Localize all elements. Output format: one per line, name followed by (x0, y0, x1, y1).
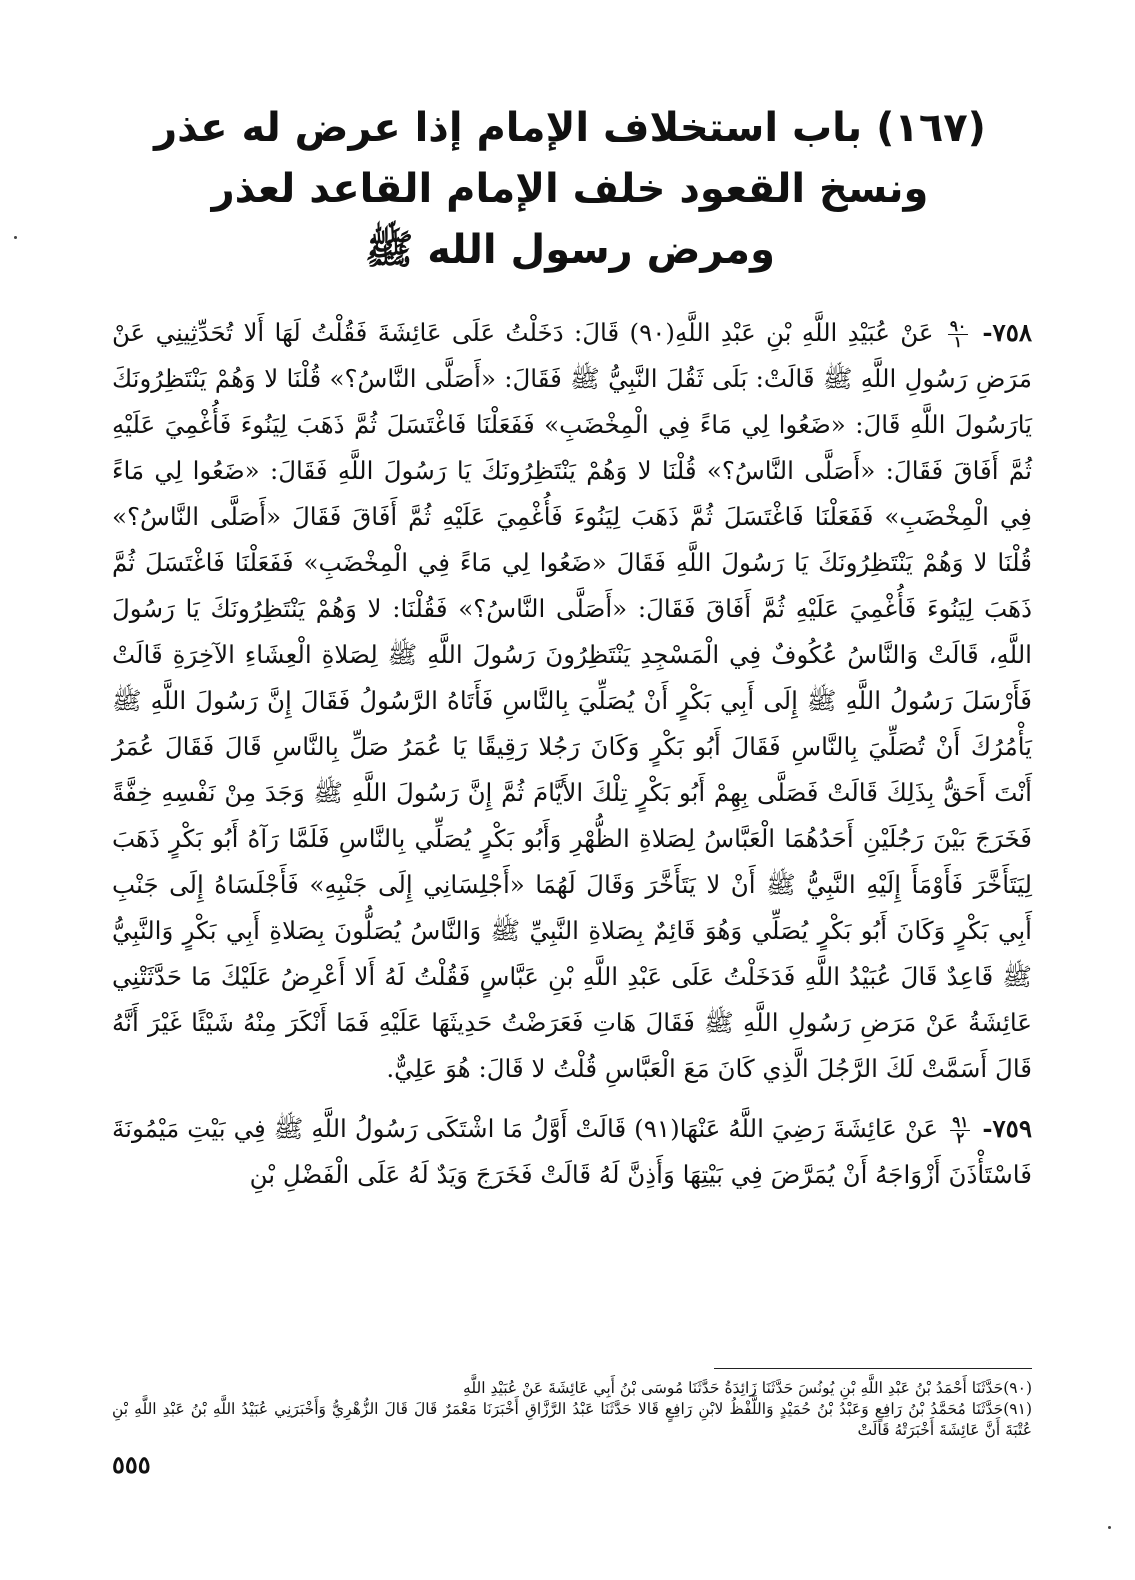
sub-number-top: ٩١ (952, 1113, 969, 1131)
hadith-sub-number (950, 1115, 970, 1146)
chapter-title-line-1: (١٦٧) باب استخلاف الإمام إذا عرض له عذر (154, 105, 986, 151)
hadith-number: ٧٥٨- (982, 318, 1033, 347)
sub-number-bottom: ١ (953, 333, 962, 351)
chapter-title-line-3: ومرض رسول الله ﷺ (365, 227, 775, 273)
footnote-90: (٩٠)حَدَّثَنَا أَحْمَدُ بْنُ عَبْدِ اللَّهِ بْنِ يُونُسَ حَدَّثَنَا زَائِدَةُ حَدَّثَنَا مُوسَى بْنُ أَبِي عَائِشَةَ عَنْ عُبَيْدِ اللَّهِ (463, 1379, 1032, 1397)
hadith-text: عَنْ عَائِشَةَ رَضِيَ اللَّهُ عَنْهَا(٩١) قَالَتْ أَوَّلُ مَا اشْتَكَى رَسُولُ اللَّهِ ﷺ فِي بَيْتِ مَيْمُونَةَ فَاسْتَأْذَنَ أَزْوَاجَهُ أَنْ يُمَرَّضَ فِي بَيْتِهَا وَأَذِنَّ لَهُ قَالَتْ فَخَرَجَ وَيَدٌ لَهُ عَلَى الْفَضْلِ بْنِ (112, 1114, 1032, 1189)
scan-speck (14, 236, 17, 239)
hadith-number: ٧٥٩- (982, 1114, 1032, 1143)
sub-number-bottom: ٢ (956, 1129, 965, 1147)
hadith-759 (112, 1106, 1032, 1198)
footnote-separator (714, 1368, 1032, 1369)
chapter-title-line-2: ونسخ القعود خلف الإمام القاعد لعذر (211, 166, 929, 212)
page-number: ٥٥٥ (112, 1450, 151, 1479)
scan-speck (1108, 1526, 1111, 1529)
hadith-sub-number (948, 319, 968, 350)
chapter-heading (150, 98, 990, 281)
footnote-91: (٩١)حَدَّثَنَا مُحَمَّدُ بْنُ رَافِعٍ وَعَبْدُ بْنُ حُمَيْدٍ وَاللَّفْظُ لابْنِ رَافِعٍ قَالا حَدَّثَنَا عَبْدُ الرَّزَّاقِ أَخْبَرَنَا مَعْمَرٌ قَالَ قَالَ الزُّهْرِيُّ وَأَخْبَرَنِي عُبَيْدُ اللَّهِ بْنُ عَبْدِ اللَّهِ بْنِ عُتْبَةَ أَنَّ عَائِشَةَ أَخْبَرَتْهُ قَالَتْ (112, 1400, 1032, 1439)
hadith-758 (112, 310, 1032, 1092)
hadith-text: عَنْ عُبَيْدِ اللَّهِ بْنِ عَبْدِ اللَّهِ(٩٠) قَالَ: دَخَلْتُ عَلَى عَائِشَةَ فَقُلْتُ لَهَا أَلا تُحَدِّثِينِي عَنْ مَرَضِ رَسُولِ اللَّهِ ﷺ قَالَتْ: بَلَى ثَقُلَ النَّبِيُّ ﷺ فَقَالَ: «أَصَلَّى النَّاسُ؟» قُلْنَا لا وَهُمْ يَنْتَظِرُونَكَ يَارَسُولَ اللَّهِ قَالَ: «ضَعُوا لِي مَاءً فِي الْمِخْضَبِ» فَفَعَلْنَا فَاغْتَسَلَ ثُمَّ ذَهَبَ لِيَنُوءَ فَأُغْمِيَ عَلَيْهِ ثُمَّ أَفَاقَ فَقَالَ: «أَصَلَّى النَّاسُ؟» قُلْنَا لا وَهُمْ يَنْتَظِرُونَكَ يَا رَسُولَ اللَّهِ فَقَالَ: «ضَعُوا لِي مَاءً فِي الْمِخْضَبِ» فَفَعَلْنَا فَاغْتَسَلَ ثُمَّ ذَهَبَ لِيَنُوءَ فَأُغْمِيَ عَلَيْهِ ثُمَّ أَفَاقَ فَقَالَ «أَصَلَّى النَّاسُ؟» قُلْنَا لا وَهُمْ يَنْتَظِرُونَكَ يَا رَسُولَ اللَّهِ فَقَالَ «ضَعُوا لِي مَاءً فِي الْمِخْضَبِ» فَفَعَلْنَا فَاغْتَسَلَ ثُمَّ ذَهَبَ لِيَنُوءَ فَأُغْمِيَ عَلَيْهِ ثُمَّ أَفَاقَ فَقَالَ: «أَصَلَّى النَّاسُ؟» فَقُلْنَا: لا وَهُمْ يَنْتَظِرُونَكَ يَا رَسُولَ اللَّهِ، قَالَتْ وَالنَّاسُ عُكُوفٌ فِي الْمَسْجِدِ يَنْتَظِرُونَ رَسُولَ اللَّهِ ﷺ لِصَلاةِ الْعِشَاءِ الآخِرَةِ قَالَتْ فَأَرْسَلَ رَسُولُ اللَّهِ ﷺ إِلَى أَبِي بَكْرٍ أَنْ يُصَلِّيَ بِالنَّاسِ فَأَتَاهُ الرَّسُولُ فَقَالَ إِنَّ رَسُولَ اللَّهِ ﷺ يَأْمُرُكَ أَنْ تُصَلِّيَ بِالنَّاسِ فَقَالَ أَبُو بَكْرٍ وَكَانَ رَجُلا رَقِيقًا يَا عُمَرُ صَلِّ بِالنَّاسِ قَالَ فَقَالَ عُمَرُ أَنْتَ أَحَقُّ بِذَلِكَ قَالَتْ فَصَلَّى بِهِمْ أَبُو بَكْرٍ تِلْكَ الأَيَّامَ ثُمَّ إِنَّ رَسُولَ اللَّهِ ﷺ وَجَدَ مِنْ نَفْسِهِ خِفَّةً فَخَرَجَ بَيْنَ رَجُلَيْنِ أَحَدُهُمَا الْعَبَّاسُ لِصَلاةِ الظُّهْرِ وَأَبُو بَكْرٍ يُصَلِّي بِالنَّاسِ فَلَمَّا رَآهُ أَبُو بَكْرٍ ذَهَبَ لِيَتَأَخَّرَ فَأَوْمَأَ إِلَيْهِ النَّبِيُّ ﷺ أَنْ لا يَتَأَخَّرَ وَقَالَ لَهُمَا «أَجْلِسَانِي إِلَى جَنْبِهِ» فَأَجْلَسَاهُ إِلَى جَنْبِ أَبِي بَكْرٍ وَكَانَ أَبُو بَكْرٍ يُصَلِّي وَهُوَ قَائِمٌ بِصَلاةِ النَّبِيِّ ﷺ وَالنَّاسُ يُصَلُّونَ بِصَلاةِ أَبِي بَكْرٍ وَالنَّبِيُّ ﷺ قَاعِدٌ قَالَ عُبَيْدُ اللَّهِ فَدَخَلْتُ عَلَى عَبْدِ اللَّهِ بْنِ عَبَّاسٍ فَقُلْتُ لَهُ أَلا أَعْرِضُ عَلَيْكَ مَا حَدَّثَتْنِي عَائِشَةُ عَنْ مَرَضِ رَسُولِ اللَّهِ ﷺ فَقَالَ هَاتِ فَعَرَضْتُ حَدِيثَهَا عَلَيْهِ فَمَا أَنْكَرَ مِنْهُ شَيْئًا غَيْرَ أَنَّهُ قَالَ أَسَمَّتْ لَكَ الرَّجُلَ الَّذِي كَانَ مَعَ الْعَبَّاسِ قُلْتُ لا قَالَ: هُوَ عَلِيٌّ. (112, 318, 1032, 1083)
hadith-body (112, 310, 1032, 1212)
sub-number-top: ٩٠ (949, 317, 967, 335)
footnotes (112, 1378, 1032, 1441)
